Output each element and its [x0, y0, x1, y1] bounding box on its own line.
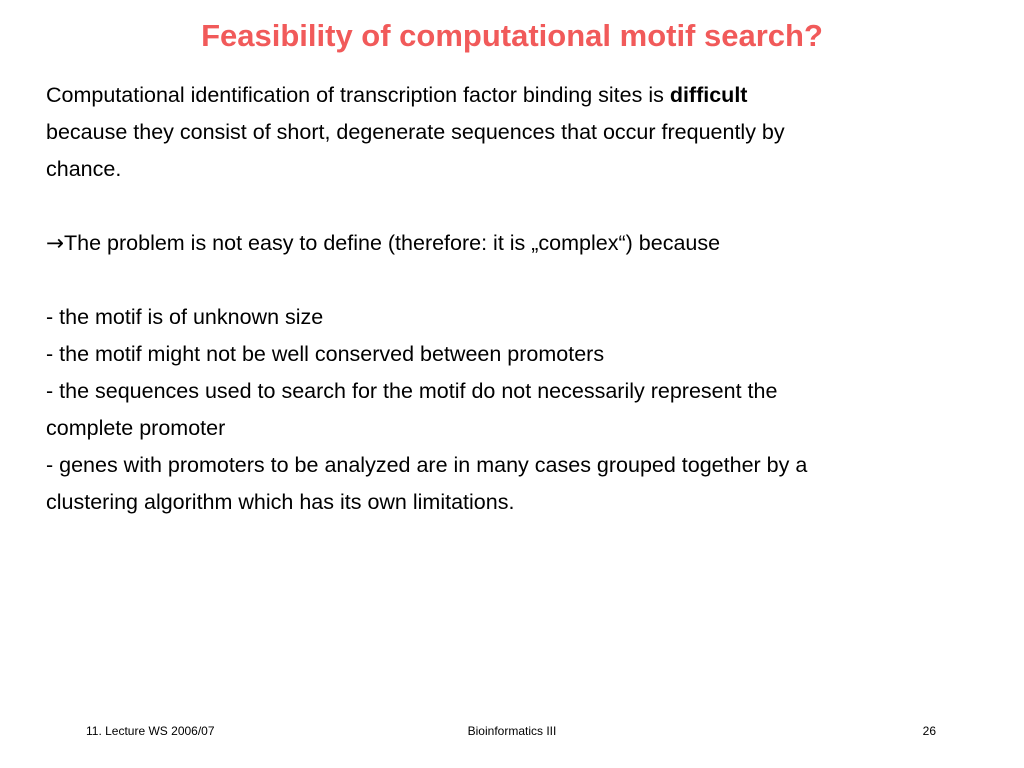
paragraph-line: chance. [46, 157, 122, 181]
bullet-line: clustering algorithm which has its own limitations. [46, 490, 515, 514]
arrow-line-text: The problem is not easy to define (therefore: it is „complex“) because [64, 231, 721, 255]
bullet-line: complete promoter [46, 416, 226, 440]
bullet-line: - genes with promoters to be analyzed are in many cases grouped together by a [46, 453, 808, 477]
spacer [46, 188, 996, 225]
paragraph-text: Computational identification of transcription factor binding sites is [46, 83, 670, 107]
right-arrow-icon: → [46, 231, 65, 256]
bullet-line: - the motif is of unknown size [46, 305, 324, 329]
bullet-line: - the sequences used to search for the motif do not necessarily represent the [46, 379, 778, 403]
spacer [46, 262, 996, 299]
paragraph-line: because they consist of short, degenerate sequences that occur frequently by [46, 120, 785, 144]
paragraph-line [46, 77, 996, 114]
footer-lecture: 11. Lecture WS 2006/07 [86, 724, 215, 738]
footer-course: Bioinformatics III [467, 724, 557, 738]
arrow-line [46, 225, 996, 262]
footer-page-number: 26 [922, 724, 936, 738]
slide-title: Feasibility of computational motif search? [201, 18, 823, 53]
emphasis-difficult: difficult [669, 83, 748, 107]
slide-body [46, 77, 996, 521]
bullet-line: - the motif might not be well conserved between promoters [46, 342, 605, 366]
